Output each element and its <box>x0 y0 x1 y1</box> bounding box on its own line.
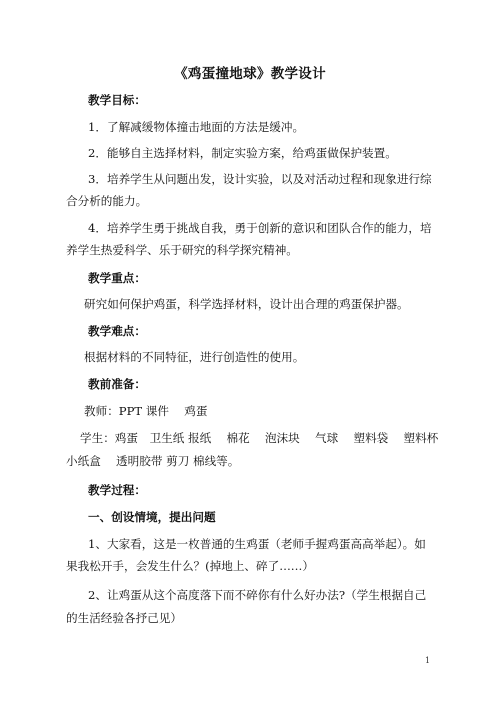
part-1-heading: 一、创设情境，提出问题 <box>88 510 216 524</box>
preparation-student-line-1: 学生：鸡蛋 卫生纸 报纸 棉花 泡沫块 气球 塑料袋 塑料杯 <box>80 431 439 445</box>
preparation-student-line-2: 小纸盒 透明胶带 剪刀 棉线等。 <box>66 454 240 468</box>
key-points-text: 研究如何保护鸡蛋，科学选择材料，设计出合理的鸡蛋保护器。 <box>84 297 409 311</box>
part-1-item-1-line-1: 1、大家看，这是一枚普通的生鸡蛋（老师手握鸡蛋高高举起）。如 <box>88 537 426 551</box>
process-heading: 教学过程： <box>88 483 146 497</box>
part-1-item-2-line-2: 的生活经验各抒己见） <box>66 611 182 625</box>
goals-heading: 教学目标： <box>88 93 146 107</box>
document-title: 《鸡蛋撞地球》教学设计 <box>174 66 326 82</box>
goal-3-line-2: 合分析的能力。 <box>66 194 148 208</box>
goal-2: 2．能够自主选择材料，制定实验方案，给鸡蛋做保护装置。 <box>88 146 397 160</box>
key-points-heading: 教学重点： <box>88 271 146 285</box>
difficult-points-heading: 教学难点： <box>88 324 146 338</box>
goal-1: 1．了解减缓物体撞击地面的方法是缓冲。 <box>88 120 305 134</box>
page-number: 1 <box>425 656 431 665</box>
preparation-heading: 教前准备： <box>88 377 146 391</box>
preparation-teacher: 教师：PPT 课件 鸡蛋 <box>84 404 208 418</box>
goal-4-line-1: 4．培养学生勇于挑战自我，勇于创新的意识和团队合作的能力，培 <box>88 221 432 235</box>
difficult-points-text: 根据材料的不同特征，进行创造性的使用。 <box>84 350 305 364</box>
part-1-item-1-line-2: 果我松开手，会发生什么？(掉地上、碎了……） <box>66 559 314 573</box>
goal-4-line-2: 养学生热爱科学、乐于研究的科学探究精神。 <box>66 243 298 257</box>
goal-3-line-1: 3．培养学生从问题出发，设计实验，以及对活动过程和现象进行综 <box>88 172 432 186</box>
part-1-item-2-line-1: 2、让鸡蛋从这个高度落下而不碎你有什么好办法?（学生根据自己 <box>88 588 427 602</box>
